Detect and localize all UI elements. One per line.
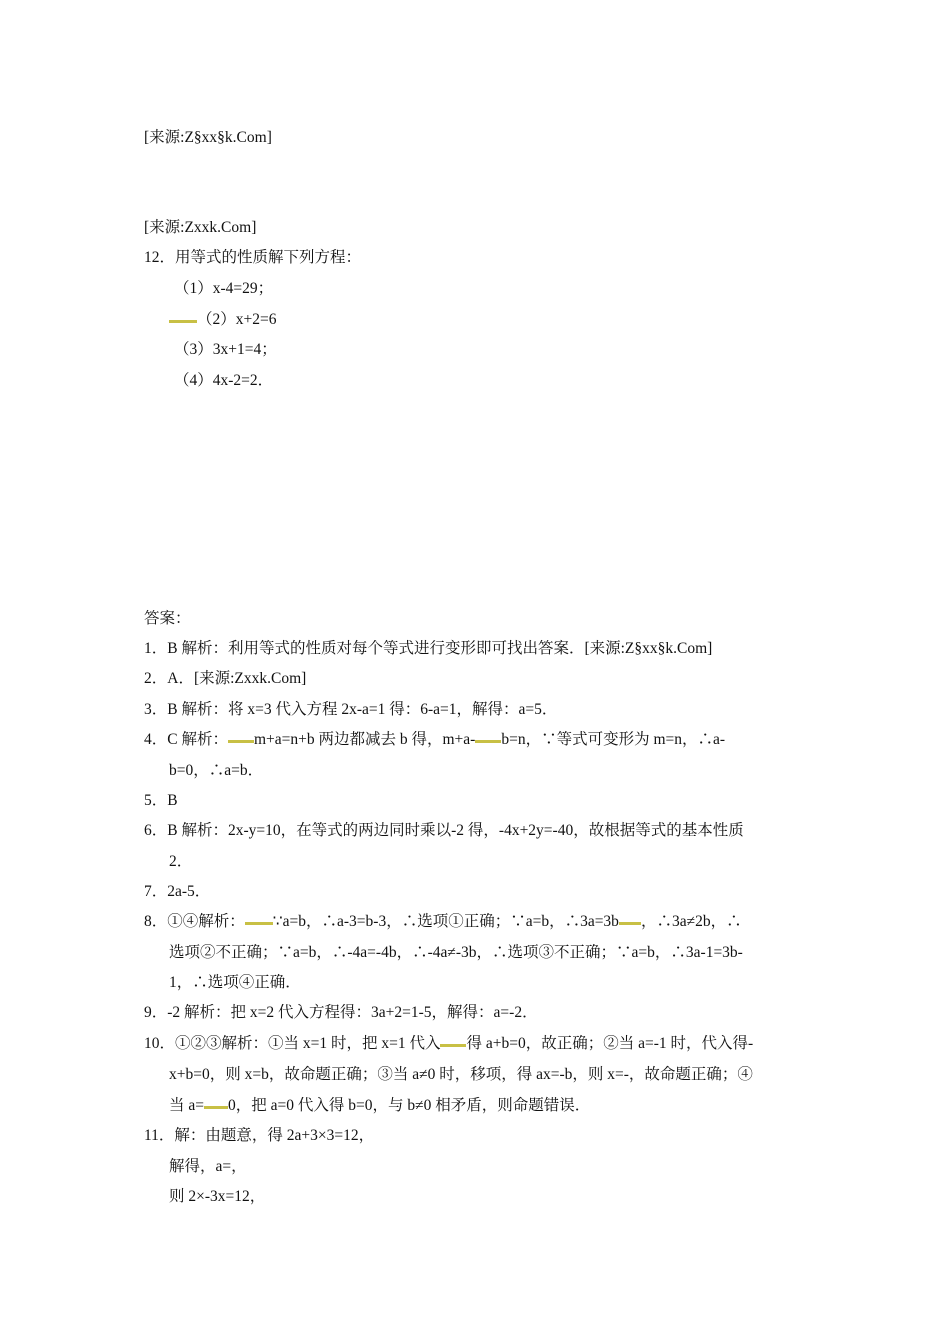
- source-note-2: [来源:Zxxk.Com]: [144, 219, 257, 236]
- answer-4-line-2: b=0，∴a=b．: [169, 762, 264, 779]
- highlight-mark: [245, 922, 273, 925]
- answer-11-line-1: 11．解：由题意，得 2a+3×3=12，: [144, 1127, 375, 1144]
- highlight-mark: [228, 740, 254, 743]
- answer-3: 3．B 解析：将 x=3 代入方程 2x-a=1 得：6-a=1，解得：a=5．: [144, 701, 558, 718]
- answer-8-part-3: ，∴3a≠2b，∴: [640, 913, 742, 930]
- question-12-title: 12．用等式的性质解下列方程：: [144, 249, 362, 266]
- answers-heading: 答案：: [144, 610, 191, 627]
- answer-6-line-1: 6．B 解析：2x-y=10，在等式的两边同时乘以-2 得，-4x+2y=-40，故根据等式的基本性质: [144, 822, 744, 839]
- answer-8-part-2: ∵a=b，∴a-3=b-3，∴选项①正确；∵a=b，∴3a=3b: [272, 913, 619, 930]
- answer-7: 7．2a-5．: [144, 883, 211, 900]
- answer-2: 2．A．[来源:Zxxk.Com]: [144, 670, 307, 687]
- answer-10-line-3-part-2: 0，把 a=0 代入得 b=0，与 b≠0 相矛盾，则命题错误．: [228, 1097, 591, 1114]
- highlight-mark: [169, 320, 197, 323]
- answer-10-part-2: 得 a+b=0，故正确；②当 a=-1 时，代入得-: [466, 1035, 754, 1052]
- answer-11-line-2: 解得，a=，: [169, 1158, 247, 1175]
- answer-10-part-1: 10．①②③解析：①当 x=1 时，把 x=1 代入: [144, 1035, 441, 1052]
- answer-8-part-1: 8．①④解析：: [144, 913, 245, 930]
- answer-4-part-1: 4．C 解析：: [144, 731, 228, 748]
- question-12-item-2-text: （2）x+2=6: [197, 311, 277, 328]
- answer-4-part-3: b=n，∵等式可变形为 m=n，∴a-: [501, 731, 726, 748]
- question-12-item-2: [169, 310, 276, 330]
- answer-8-line-2: 选项②不正确；∵a=b，∴-4a=-4b，∴-4a≠-3b，∴选项③不正确；∵a=b，∴3a-1=3b-: [169, 944, 743, 961]
- highlight-mark: [204, 1106, 228, 1109]
- answer-8-line-3: 1，∴选项④正确．: [169, 974, 301, 991]
- answer-10-line-2: x+b=0，则 x=b，故命题正确；③当 a≠0 时，移项，得 ax=-b，则 x=-，故命题正确；④: [169, 1066, 753, 1083]
- source-note-1: [来源:Z§xx§k.Com]: [144, 129, 272, 146]
- highlight-mark: [440, 1044, 466, 1047]
- question-12-item-1: （1）x-4=29；: [174, 280, 274, 297]
- answer-1: 1．B 解析：利用等式的性质对每个等式进行变形即可找出答案．[来源:Z§xx§k.Com]: [144, 640, 713, 657]
- answer-9: 9．-2 解析：把 x=2 代入方程得：3a+2=1-5，解得：a=-2．: [144, 1004, 538, 1021]
- answer-8-line-1: [144, 912, 742, 932]
- answer-10-line-3-part-1: 当 a=: [169, 1097, 204, 1114]
- highlight-mark: [475, 740, 501, 743]
- answer-4-line-1: [144, 730, 725, 750]
- question-12-item-4: （4）4x-2=2．: [174, 372, 274, 389]
- highlight-mark: [619, 922, 641, 925]
- answer-11-line-3: 则 2×-3x=12，: [169, 1188, 266, 1205]
- question-12-item-3: （3）3x+1=4；: [174, 341, 277, 358]
- answer-10-line-3: [169, 1096, 590, 1116]
- answer-4-part-2: m+a=n+b 两边都减去 b 得，m+a-: [253, 731, 476, 748]
- answer-6-line-2: 2．: [169, 853, 193, 870]
- answer-5: 5．B: [144, 792, 178, 809]
- answer-10-line-1: [144, 1034, 753, 1054]
